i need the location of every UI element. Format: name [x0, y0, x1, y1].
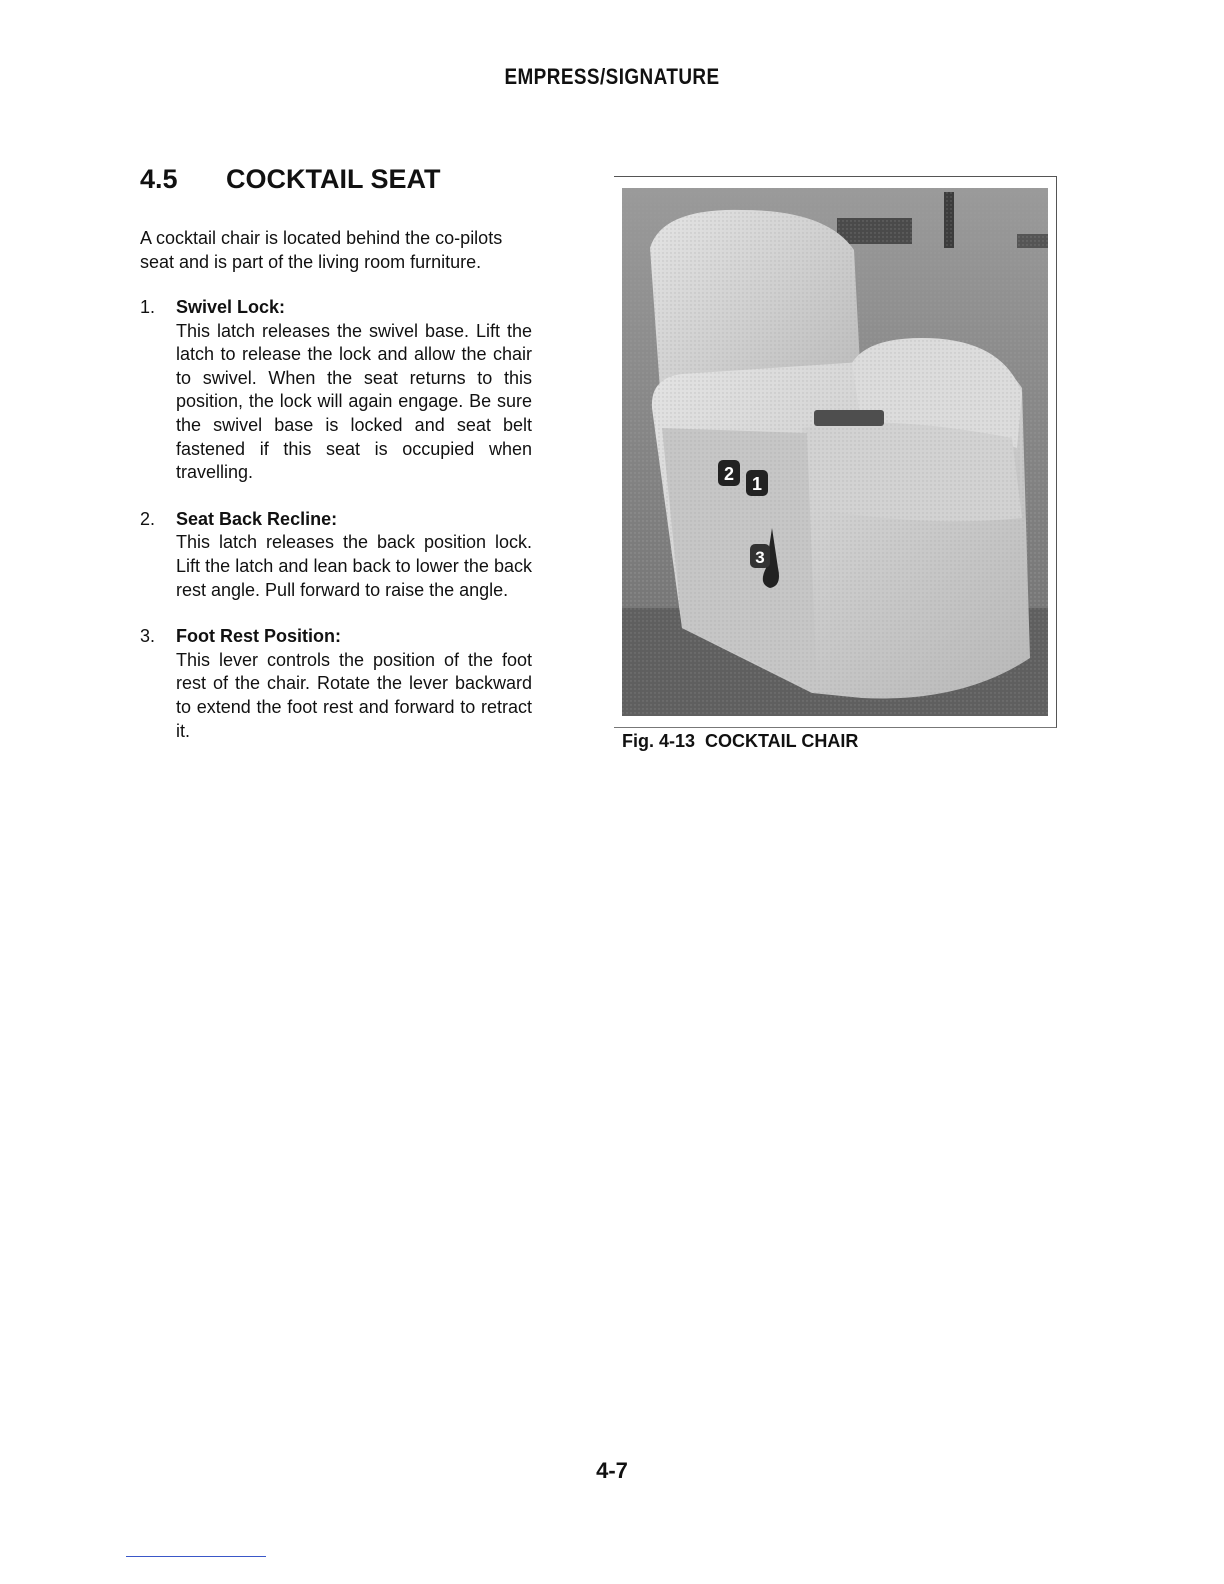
step-title: Seat Back Recline: — [176, 508, 338, 529]
step-text: This latch releases the back position lock. Lift the latch and lean back to lower the back rest angle. Pull forward to raise the angle. — [176, 532, 532, 600]
step-number: 1. — [140, 297, 156, 317]
section-title: COCKTAIL SEAT — [226, 164, 441, 194]
step-text: This latch releases the swivel base. Lift the latch to release the lock and allow the chair to swivel. When the seat returns to this position, the lock will again engage. Be sure the swivel base is locked and seat belt fastened if this seat is occupied when travelling. — [176, 320, 532, 483]
cocktail-chair-photo — [622, 188, 1048, 716]
callout-label: 3 — [755, 548, 765, 567]
section-heading — [140, 164, 441, 195]
list-item — [140, 296, 532, 485]
list-item — [140, 508, 532, 602]
callout-label: 1 — [751, 474, 763, 494]
instruction-list — [140, 296, 532, 766]
list-item — [140, 625, 532, 743]
step-title: Swivel Lock: — [176, 297, 286, 317]
callout-badge-3 — [750, 544, 770, 568]
section-number: 4.5 — [140, 164, 178, 194]
running-header: EMPRESS/SIGNATURE — [504, 64, 720, 89]
chair-illustration — [622, 188, 1048, 716]
page-number: 4-7 — [596, 1458, 628, 1483]
intro-paragraph: A cocktail chair is located behind the co-pilots seat and is part of the living room furniture. — [140, 228, 503, 272]
figure-caption: Fig. 4-13 COCKTAIL CHAIR — [622, 731, 859, 751]
footer-rule — [126, 1556, 266, 1557]
step-number: 3. — [140, 626, 156, 647]
callout-label: 2 — [723, 464, 735, 484]
callout-badge-1 — [746, 470, 768, 496]
step-text: This lever controls the position of the foot rest of the chair. Rotate the lever backward to extend the foot rest and forward to retract it. — [176, 649, 532, 741]
step-number: 2. — [140, 508, 156, 529]
callout-badge-2 — [718, 460, 740, 486]
step-title: Foot Rest Position: — [176, 626, 341, 647]
